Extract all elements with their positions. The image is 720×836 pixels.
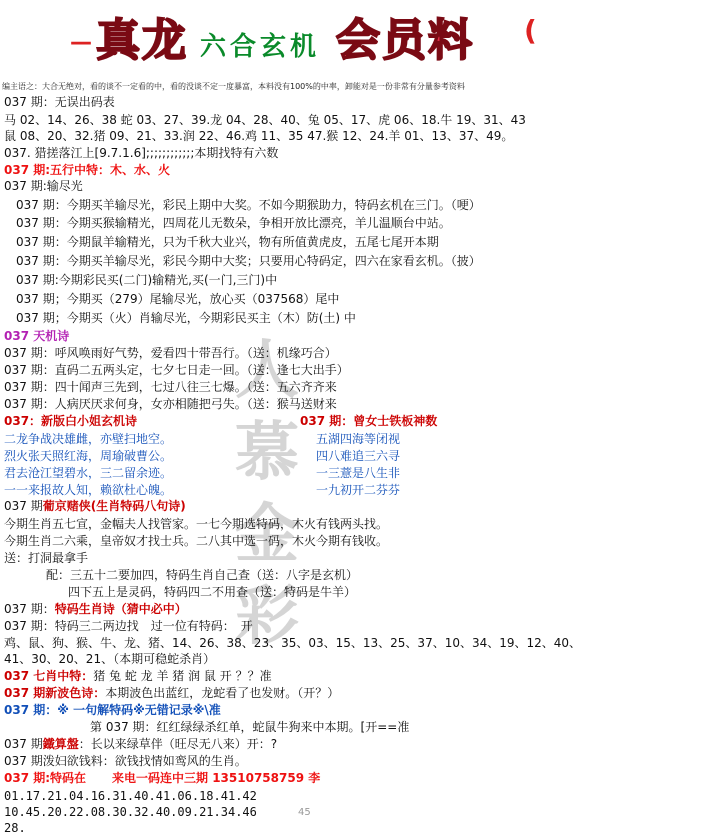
white-lady-poem-2: 烈火张天照红海，周瑜破曹公。 (4, 449, 173, 463)
line-door: 037 期:今期彩民买(二门)输精光,买(一门,三门)中 (16, 273, 278, 287)
phone-value: 来电一码连中三期 13510758759 李 (112, 771, 321, 785)
iron-plate-4: 一九初开二芬芬 (316, 483, 401, 497)
line-special-code: 037 期：特码三二两边找 过一位有特码： 开 (4, 619, 253, 633)
line-red-green: 第 037 期：红红绿绿杀红单，蛇鼠牛狗来中本期。[开==准 (90, 720, 410, 734)
title-paren: ( (524, 14, 537, 47)
seven-zodiac-value: 猪 兔 蛇 龙 羊 猪 润 鼠 开 ？？准 (93, 669, 272, 683)
iron-plate-3: 一三薏是八生非 (316, 466, 401, 480)
white-lady-poem-title: 037：新版白小姐玄机诗 (4, 414, 138, 428)
heaven-poem-1: 037 期：呼风唤雨好气势，爱看四十带吾行。（送：机缘巧合） (4, 346, 337, 360)
title-left: 真龙 (96, 15, 188, 66)
phone-label: 037 期:特码在 (4, 771, 87, 785)
line-lose-all: 037 期:输尽光 (4, 179, 83, 193)
white-lady-poem-4: 一一来报故人知，赖欲杜心魄。 (4, 483, 173, 497)
line-lose-4: 037 期：今期买羊输尽光，彩民今期中大奖；只要用心特码定，四六在家看玄机。（披） (16, 254, 481, 268)
line-phone (4, 771, 320, 786)
abacus-value: ：长以来绿草伴（旺尽无八来）开：? (78, 737, 278, 751)
five-elements-period: 037 期: (4, 163, 51, 177)
line-footnote-number: 45 (298, 807, 311, 818)
seven-zodiac-label: 037 七肖中特： (4, 669, 94, 683)
line-zodiac-1: 马 02、14、26、38 蛇 03、27、39.龙 04、28、40、兔 05、17、虎 06、18.牛 19、31、43 (4, 113, 526, 127)
zodiac-poem-label: 特码生肖诗（猜中必中） (54, 602, 187, 616)
gambler-1: 今期生肖五七宣，金幅夫人找管家。一七今期选特码，木火有钱两头找。 (4, 517, 389, 531)
disclaimer: 编主语之：大合无绝对，看的谈不一定看的中，看的没谈不定一度暴富，本料没有100%的中率，卸能对是一份非常有分量参考资料 (2, 82, 465, 91)
five-elements-label: 五行中特： (50, 163, 111, 177)
line-abacus (4, 737, 277, 752)
line-code-list-2: 10.45.20.22.08.30.32.40.09.21.34.46 (4, 805, 257, 819)
heaven-poem-2: 037 期：直码二五两头定，七夕七日走一回。（送：逢七大出手） (4, 363, 349, 377)
white-lady-poem-1: 二龙争战决雄雌，亦壁扫地空。 (4, 432, 173, 446)
wave-color-value: 本期波色出蓝红，龙蛇看了也发财。（开？） (105, 686, 340, 700)
heaven-poem-4: 037 期：人病厌厌求何身，女亦相随把弓失。（送：猴马送财来 (4, 397, 337, 411)
line-one-sentence: 037 期：※ 一句解特码※无错记录※\准 (4, 703, 221, 717)
five-elements-value: 木、水、火 (110, 163, 171, 177)
line-zodiac-2: 鼠 08、20、32.猪 09、21、33.润 22、46.鸡 11、35 47.猴 12、24.羊 01、13、37、49。 (4, 129, 514, 143)
heaven-poem-3: 037 期：四十闻声三先到，七过八往三七爆。（送：五六齐齐来 (4, 380, 337, 394)
line-seven-zodiac (4, 669, 272, 684)
title-right: 会员料 (336, 15, 474, 66)
white-lady-poem-3: 君去沧江望碧水，三二留余迹。 (4, 466, 173, 480)
line-lose-1: 037 期：今期买羊输尽光，彩民上期中大奖。不如今期猴助力，特码玄机在三门。（哽） (16, 198, 481, 212)
line-zodiac-poem (4, 602, 187, 617)
gambler-period: 037 期 (4, 499, 43, 513)
iron-plate-title: 037 期：曾女士铁板神数 (300, 414, 438, 428)
line-gambler-title (4, 499, 186, 514)
title-dash: — (70, 30, 92, 55)
gambler-gift: 送：打洞最拿手 (4, 551, 89, 565)
iron-plate-1: 五湖四海等闭视 (316, 432, 401, 446)
gambler-match-1: 配：三五十二要加四，特码生肖自己查（送：八字是玄机） (46, 568, 359, 582)
page-header (0, 0, 720, 70)
wave-color-label: 037 期新波色诗： (4, 686, 106, 700)
line-numbers-2: 41、30、20、21、（本期可稳蛇杀肖） (4, 652, 216, 666)
line-lose-2: 037 期：今期买猴输精光，四周花儿无数朵，争相开放比漂亮，羊儿温顺台中站。 (16, 216, 451, 230)
abacus-label: 鐵算盤 (42, 737, 79, 751)
line-code-list-3: 28. (4, 821, 26, 835)
gambler-label: 葡京赌侠(生肖特码八句诗) (42, 499, 186, 513)
abacus-period: 037 期 (4, 737, 43, 751)
line-lose-3: 037 期：今期鼠羊输精光，只为千秋大业兴，物有所值黄虎皮，五尾七尾开本期 (16, 235, 439, 249)
title-mid: 六合玄机 (200, 32, 321, 62)
line-five-elements (4, 163, 170, 178)
line-code-list-1: 01.17.21.04.16.31.40.41.06.18.41.42 (4, 789, 257, 803)
line-numbers-1: 鸡、鼠、狗、猴、牛、龙、猪、14、26、38、23、35、03、15、13、25、37、10、34、19、12、40、 (4, 636, 582, 650)
heaven-poem-title: 037 天机诗 (4, 329, 70, 343)
zodiac-poem-period: 037 期： (4, 602, 55, 616)
line-shrew: 037 期泼妇欲钱料：欲钱找情如鸾风的生肖。 (4, 754, 247, 768)
watermark: 人慕金彩 (235, 333, 299, 654)
line-code-table: 037 期：无误出码表 (4, 95, 115, 109)
line-wave-color (4, 686, 339, 701)
line-element: 037 期；今期买（火）肖输尽光，今期彩民买主（木）防(土) 中 (16, 311, 356, 325)
iron-plate-2: 四八难追三六寻 (316, 449, 401, 463)
line-tail: 037 期；今期买（279）尾输尽光，放心买（037568）尾中 (16, 292, 340, 306)
gambler-2: 今期生肖二六乘，皇帝奴才找士兵。二八其中选一码，木火今期有钱收。 (4, 534, 389, 548)
gambler-match-2: 四下五上是灵码，特码四二不用查（送：特码是牛羊） (68, 585, 357, 599)
line-riddle: 037. 猎搓落江上[9.7.1.6];;;;;;;;;;;;本期找特有六数 (4, 146, 279, 160)
